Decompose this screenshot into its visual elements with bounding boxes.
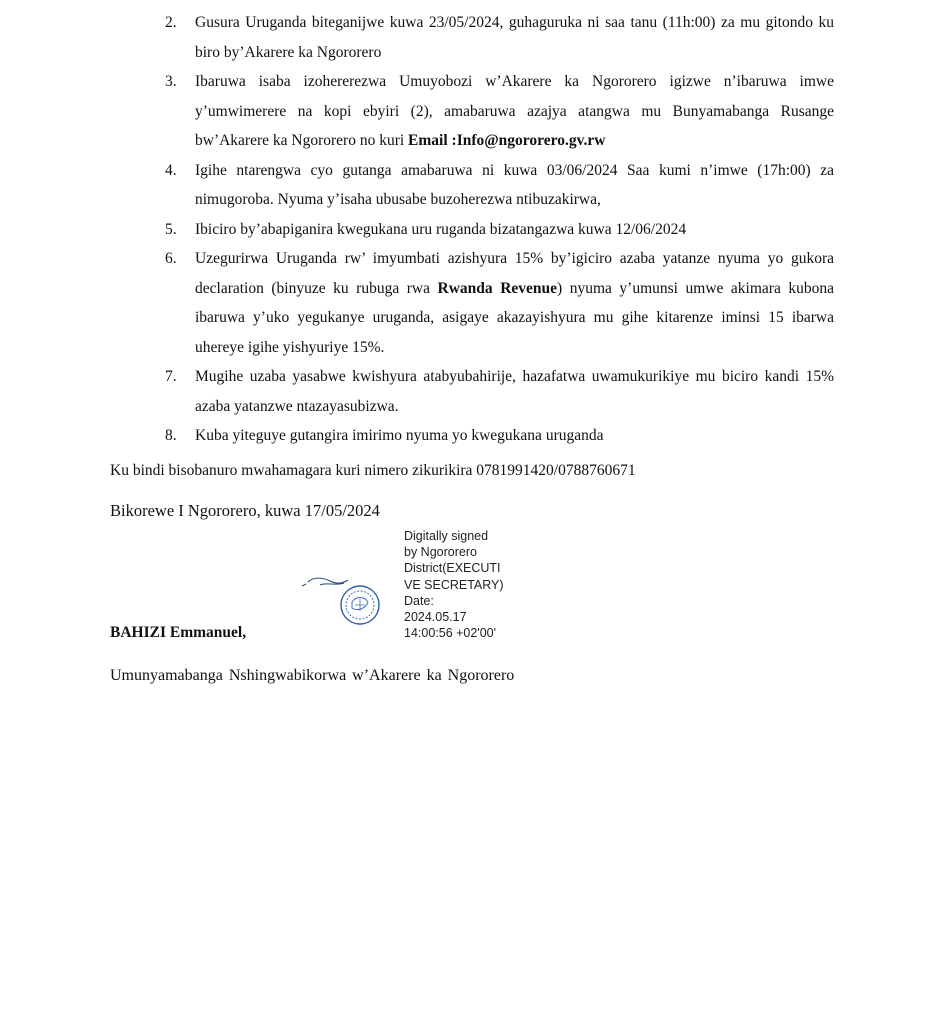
- conditions-list: [110, 8, 834, 451]
- list-number: 4.: [165, 161, 177, 179]
- list-number: 7.: [165, 368, 177, 385]
- list-number: 3.: [165, 73, 177, 90]
- list-text: Mugihe uzaba yasabwe kwishyura atabyubahirije, hazafatwa uwamukurikiye mu biciro kandi 15% azaba yatanzwe ntazayasubizwa.: [195, 368, 834, 415]
- list-item: [110, 67, 834, 156]
- signature-stamp-icon: [300, 572, 388, 630]
- list-text: ) nyuma y’umunsi umwe akimara kubona ibaruwa y’uko yegukanye uruganda, asigaye akazayishyura mu gihe kitarenze iminsi 15 ibarwa uhereye igihe yishyuriye 15%.: [195, 279, 835, 356]
- list-text: Ibaruwa isaba izohererezwa Umuyobozi w’Akarere ka Ngororero igizwe n’ibaruwa imwe y’umwimerere na kopi ebyiri (2), amabaruwa azajya atangwa mu Bunyamabanga Rusange bw’Akarere ka Ngororero no kuri: [195, 73, 834, 149]
- list-number: 6.: [165, 250, 177, 267]
- signer-name: BAHIZI Emmanuel,: [110, 624, 247, 641]
- list-number: 2.: [165, 14, 177, 31]
- place-date: Bikorewe I Ngororero, kuwa 17/05/2024: [110, 501, 380, 520]
- signature-line: 14:00:56 +02'00': [404, 626, 497, 641]
- signature-line: Digitally signed: [404, 529, 489, 543]
- list-text: Ibiciro by’abapiganira kwegukana uru ruganda bizatangazwa kuwa 12/06/2024: [195, 220, 687, 238]
- email-address: Email :Info@ngororero.gv.rw: [408, 132, 606, 149]
- rwanda-revenue-text: Rwanda Revenue: [437, 279, 558, 297]
- list-item: [110, 156, 834, 215]
- list-item: [110, 244, 834, 362]
- list-number: 8.: [165, 427, 177, 444]
- signature-line: VE SECRETARY): [404, 577, 504, 592]
- signature-line: Date:: [404, 593, 434, 608]
- list-text: Gusura Uruganda biteganijwe kuwa 23/05/2024, guhaguruka ni saa tanu (11h:00) za mu gitondo ku biro by’Akarere ka Ngororero: [195, 14, 834, 61]
- list-text: Uzegurirwa Uruganda rw’ imyumbati azishyura 15% by’igiciro azaba yatanze nyuma yo gukora declaration (binyuze ku rubuga rwa: [195, 250, 834, 297]
- list-item: [110, 8, 834, 67]
- list-item: [110, 215, 834, 245]
- list-text: Igihe ntarengwa cyo gutanga amabaruwa ni kuwa 03/06/2024 Saa kumi n’imwe (17h:00) za nimugoroba. Nyuma y’isaha ubusabe buzoherezwa ntibuzakirwa,: [195, 161, 834, 208]
- list-text: Kuba yiteguye gutangira imirimo nyuma yo kwegukana uruganda: [195, 427, 604, 444]
- signature-line: District(EXECUTI: [404, 561, 501, 576]
- list-item: [110, 421, 834, 451]
- digital-signature-block: [404, 528, 514, 641]
- contact-line: Ku bindi bisobanuro mwahamagara kuri nimero zikurikira 0781991420/0788760671: [110, 462, 636, 479]
- signature-line: by Ngororero: [404, 545, 477, 560]
- list-number: 5.: [165, 220, 177, 238]
- signature-line: 2024.05.17: [404, 610, 467, 625]
- list-item: [110, 362, 834, 421]
- signer-role: Umunyamabanga Nshingwabikorwa w’Akarere ka Ngororero: [110, 667, 515, 684]
